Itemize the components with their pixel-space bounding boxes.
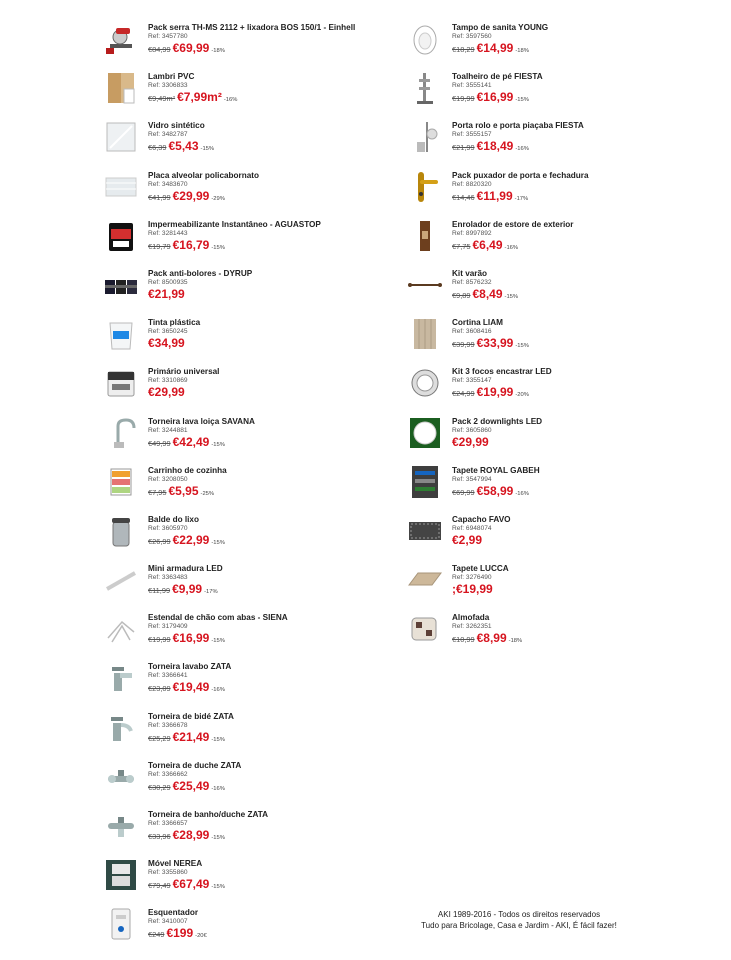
old-price: €19,79: [148, 241, 171, 251]
price-line: [452, 631, 522, 648]
sale-price: €19,49: [172, 680, 210, 695]
footer-tagline: Tudo para Bricolage, Casa e Jardim - AKI, É fácil fazer!: [421, 921, 617, 930]
discount-label: -16%: [504, 244, 519, 251]
product-item[interactable]: [104, 854, 404, 903]
product-info: [148, 859, 225, 894]
product-info: [452, 367, 552, 402]
product-name: Esquentador: [148, 908, 199, 918]
sale-price: €28,99: [172, 828, 210, 842]
old-price: €39,99: [452, 340, 475, 350]
discount-label: -15%: [211, 539, 225, 546]
product-item[interactable]: [408, 215, 708, 264]
product-info: [452, 121, 584, 156]
price-line: [452, 385, 552, 402]
product-name: Torneira de banho/duche ZATA: [148, 810, 269, 819]
old-price: €9,49m²: [148, 94, 176, 104]
product-info: [452, 171, 589, 206]
old-price: €24,99: [452, 389, 475, 399]
product-name: Torneira lavabo ZATA: [148, 662, 232, 672]
discount-label: -17%: [204, 589, 218, 596]
product-item[interactable]: [104, 313, 404, 362]
price-line: [148, 435, 255, 452]
discount-label: -17%: [514, 195, 529, 202]
product-ref: Ref: 3281443: [148, 229, 188, 237]
product-item[interactable]: [408, 116, 708, 165]
old-price: €69,99: [452, 487, 475, 497]
sale-price: €21,99: [148, 286, 185, 301]
product-info: [452, 23, 548, 58]
product-name: Torneira de duche ZATA: [148, 760, 242, 770]
price-line: [148, 730, 234, 747]
old-price: €19,99: [452, 94, 475, 104]
product-info: [148, 417, 255, 452]
spotlight-icon: [408, 366, 442, 400]
curtain-rod-icon: [408, 268, 442, 302]
product-name: Pack serra TH-MS 2112 + lixadora BOS 150/1 - Einhell: [148, 23, 356, 32]
old-price: €41,99: [148, 192, 171, 202]
price-line: [148, 336, 200, 350]
product-info: [452, 269, 518, 304]
old-price: €23,09: [148, 684, 171, 694]
discount-label: -15%: [504, 293, 519, 300]
product-ref: Ref: 3608416: [452, 328, 492, 336]
blind-winder-icon: [408, 219, 442, 253]
product-ref: Ref: 3597560: [452, 33, 492, 40]
product-ref: Ref: 3650245: [148, 328, 188, 336]
sale-price: €8,49: [472, 286, 503, 301]
price-line: [148, 139, 214, 156]
product-ref: Ref: 3355147: [452, 377, 492, 385]
product-info: [148, 367, 219, 399]
product-ref: Ref: 3366678: [148, 721, 188, 729]
product-ref: Ref: 3363483: [148, 574, 188, 582]
price-line: [452, 238, 574, 255]
product-ref: Ref: 3366641: [148, 672, 188, 680]
panel-icon: [104, 71, 138, 105]
price-line: [452, 189, 589, 206]
sale-price: €18,49: [476, 139, 514, 154]
product-ref: Ref: 3555141: [452, 82, 492, 90]
product-item[interactable]: [104, 657, 404, 706]
price-line: [148, 385, 219, 399]
product-item[interactable]: [104, 166, 404, 215]
old-price: €11,99: [148, 586, 171, 596]
price-line: [148, 828, 268, 845]
product-item[interactable]: [104, 412, 404, 461]
product-item[interactable]: [104, 707, 404, 756]
old-price: €49,99: [148, 438, 171, 448]
door-handle-icon: [408, 170, 442, 204]
discount-label: -16%: [223, 97, 238, 104]
product-item[interactable]: [408, 166, 708, 215]
product-ref: Ref: 3366657: [148, 820, 188, 827]
old-price: €25,29: [148, 733, 171, 743]
footer: [404, 909, 634, 931]
product-info: [148, 121, 214, 156]
product-info: [148, 908, 207, 943]
paint-can-icon: [104, 219, 138, 253]
product-ref: Ref: 3262351: [452, 623, 492, 631]
product-info: [452, 466, 540, 501]
product-name: Placa alveolar policabornato: [148, 170, 260, 180]
product-ref: Ref: 3555157: [452, 131, 492, 139]
kitchen-tap-icon: [104, 416, 138, 450]
rug-icon: [408, 465, 442, 499]
product-ref: Ref: 3410007: [148, 918, 188, 926]
product-item[interactable]: [408, 461, 708, 510]
product-ref: Ref: 3306833: [148, 82, 188, 90]
old-price: €10,99: [452, 635, 475, 645]
price-line: [148, 90, 237, 107]
product-ref: Ref: 6948074: [452, 524, 492, 532]
product-name: Tapete LUCCA: [452, 564, 509, 574]
curtain-icon: [408, 317, 442, 351]
product-name: Balde do lixo: [148, 514, 199, 524]
old-price: €6,39: [148, 143, 167, 153]
sale-price: €9,99: [172, 582, 203, 597]
product-info: [452, 613, 522, 648]
old-price: €7,95: [148, 487, 167, 497]
product-name: Mini armadura LED: [148, 564, 223, 574]
product-item[interactable]: [104, 215, 404, 264]
product-item[interactable]: [104, 805, 404, 854]
discount-label: -18%: [508, 638, 523, 645]
product-item[interactable]: [408, 67, 708, 116]
discount-label: -15%: [211, 638, 225, 645]
product-name: Impermeabilizante Instantâneo - AGUASTOP: [148, 219, 321, 229]
product-name: Tapete ROYAL GABEH: [452, 465, 540, 475]
product-ref: Ref: 3547994: [452, 475, 492, 483]
price-line: [148, 287, 252, 301]
product-item[interactable]: [408, 18, 708, 67]
price-line: [148, 680, 231, 697]
cushion-icon: [408, 612, 442, 646]
discount-label: -16%: [515, 146, 529, 153]
led-bar-icon: [104, 563, 138, 597]
product-info: [148, 269, 252, 301]
product-item[interactable]: [104, 756, 404, 805]
sale-price: €69,99: [172, 41, 210, 55]
product-ref: Ref: 3179409: [148, 623, 188, 631]
product-info: [148, 220, 321, 255]
sale-price: €21,49: [172, 729, 210, 744]
product-name: Estendal de chão com abas - SIENA: [148, 613, 288, 623]
sale-price: €34,99: [148, 336, 185, 351]
discount-label: -18%: [515, 48, 529, 54]
product-ref: Ref: 8997892: [452, 229, 492, 237]
product-item[interactable]: [104, 510, 404, 559]
sale-price: €16,79: [172, 237, 210, 252]
sale-price: €5,43: [168, 139, 199, 154]
product-name: Tinta plástica: [148, 318, 201, 328]
price-line: [452, 582, 509, 596]
product-name: Porta rolo e porta piaçaba FIESTA: [452, 121, 584, 131]
sale-price: €16,99: [172, 631, 210, 646]
product-name: Kit varão: [452, 268, 488, 278]
product-info: [452, 417, 542, 449]
product-item[interactable]: [104, 903, 404, 952]
discount-label: -15%: [515, 97, 529, 104]
discount-label: -16%: [515, 490, 529, 497]
price-line: [452, 139, 584, 156]
sale-price: €2,99: [452, 532, 483, 547]
old-price: €84,99: [148, 45, 171, 54]
discount-label: -15%: [211, 736, 225, 743]
product-info: [452, 564, 509, 596]
price-line: [148, 877, 225, 894]
price-line: [452, 336, 529, 353]
product-name: Torneira lava loiça SAVANA: [148, 416, 255, 426]
price-line: [148, 926, 207, 943]
towel-stand-icon: [408, 71, 442, 105]
discount-label: -25%: [200, 490, 215, 497]
sale-price: €58,99: [476, 483, 514, 498]
product-item[interactable]: [408, 559, 708, 608]
price-line: [452, 41, 548, 58]
product-item[interactable]: [104, 18, 404, 67]
price-line: [452, 484, 540, 501]
product-info: [148, 761, 241, 796]
product-item[interactable]: [408, 264, 708, 313]
product-item[interactable]: [104, 608, 404, 657]
product-info: [452, 72, 543, 107]
product-info: [148, 171, 259, 206]
paint-bucket-icon: [104, 317, 138, 351]
old-price: €79,49: [148, 881, 171, 891]
toilet-seat-icon: [408, 22, 442, 56]
bath-tap-icon: [104, 809, 138, 843]
discount-label: -29%: [211, 195, 225, 202]
product-ref: Ref: 3457780: [148, 33, 188, 40]
price-line: [148, 779, 241, 796]
product-name: Pack 2 downlights LED: [452, 416, 543, 426]
price-line: [452, 90, 543, 107]
trolley-icon: [104, 465, 138, 499]
cans-icon: [104, 268, 138, 302]
old-price: €18,29: [452, 45, 475, 54]
sale-price: €22,99: [172, 532, 210, 547]
product-info: [148, 515, 225, 550]
price-line: [148, 484, 227, 501]
bidet-tap-icon: [104, 711, 138, 745]
product-name: Torneira de bidé ZATA: [148, 711, 234, 721]
sale-price: €5,95: [168, 483, 199, 498]
discount-label: -15%: [211, 441, 225, 448]
product-info: [148, 564, 223, 599]
product-name: Kit 3 focos encastrar LED: [452, 367, 552, 377]
price-line: [148, 533, 225, 550]
sale-price: €29,99: [172, 188, 210, 203]
product-ref: Ref: 8820320: [452, 180, 492, 188]
price-line: [148, 582, 223, 599]
product-column-left: [104, 18, 404, 953]
product-ref: Ref: 3276490: [452, 574, 492, 582]
old-price: €33,96: [148, 832, 171, 841]
old-price: €249: [148, 930, 165, 940]
brush-holder-icon: [408, 120, 442, 154]
product-name: Móvel NEREA: [148, 859, 203, 869]
sale-price: €67,49: [172, 877, 210, 892]
product-ref: Ref: 3605970: [148, 524, 188, 532]
product-name: Pack puxador de porta e fechadura: [452, 170, 589, 180]
old-price: €14,46: [452, 192, 475, 202]
product-name: Toalheiro de pé FIESTA: [452, 72, 543, 82]
sale-price: €11,99: [476, 188, 513, 203]
product-name: Lambri PVC: [148, 72, 195, 82]
drying-rack-icon: [104, 612, 138, 646]
product-name: Tampo de sanita YOUNG: [452, 23, 549, 32]
sale-price: €8,99: [476, 631, 507, 646]
sale-price: €6,49: [472, 237, 503, 252]
product-name: Carrinho de cozinha: [148, 465, 227, 475]
price-line: [148, 41, 355, 58]
product-ref: Ref: 3208050: [148, 475, 188, 483]
sale-price: €14,99: [476, 41, 514, 55]
old-price: €7,75: [452, 241, 471, 251]
product-info: [452, 515, 511, 547]
product-item[interactable]: [104, 461, 404, 510]
product-name: Cortina LIAM: [452, 318, 503, 328]
product-ref: Ref: 8500935: [148, 278, 188, 286]
shower-tap-icon: [104, 760, 138, 794]
price-line: [148, 631, 288, 648]
product-info: [452, 318, 529, 353]
product-name: Vidro sintético: [148, 121, 205, 131]
cabinet-icon: [104, 858, 138, 892]
product-info: [148, 23, 355, 58]
old-price: €30,29: [148, 782, 171, 792]
product-item[interactable]: [104, 264, 404, 313]
sale-price: €16,99: [476, 90, 514, 105]
product-ref: Ref: 3244881: [148, 426, 188, 434]
basin-tap-icon: [104, 661, 138, 695]
water-heater-icon: [104, 907, 138, 941]
product-ref: Ref: 3355860: [148, 869, 188, 877]
product-ref: Ref: 3482787: [148, 131, 188, 139]
old-price: €21,99: [452, 143, 475, 153]
sale-price: €19,99: [476, 385, 514, 400]
price-line: [148, 189, 259, 206]
product-name: Capacho FAVO: [452, 514, 511, 524]
price-line: [452, 287, 518, 304]
product-name: Enrolador de estore de exterior: [452, 219, 574, 229]
old-price: €9,89: [452, 290, 471, 300]
downlight-icon: [408, 416, 442, 450]
primer-icon: [104, 366, 138, 400]
sale-price: ;€19,99: [452, 582, 493, 597]
product-name: Primário universal: [148, 367, 220, 377]
sheet-icon: [104, 170, 138, 204]
product-item[interactable]: [104, 559, 404, 608]
price-line: [148, 238, 321, 255]
discount-label: -15%: [211, 884, 225, 891]
sale-price: €25,49: [172, 778, 210, 793]
product-item[interactable]: [104, 116, 404, 165]
product-info: [148, 810, 268, 845]
discount-label: -18%: [211, 48, 225, 54]
beige-rug-icon: [408, 563, 442, 597]
old-price: €19,99: [148, 635, 171, 645]
product-ref: Ref: 3310869: [148, 377, 188, 385]
price-line: [452, 435, 542, 449]
footer-copyright: AKI 1989-2016 - Todos os direitos reservados: [437, 910, 601, 919]
product-info: [148, 72, 237, 107]
product-info: [148, 466, 227, 501]
product-info: [148, 613, 288, 648]
sale-price: €29,99: [148, 385, 185, 400]
product-item[interactable]: [408, 362, 708, 411]
sale-price: €199: [166, 926, 194, 941]
product-ref: Ref: 3483670: [148, 180, 188, 188]
glass-icon: [104, 120, 138, 154]
product-ref: Ref: 3605860: [452, 426, 492, 434]
product-item[interactable]: [408, 510, 708, 559]
discount-label: -16%: [211, 785, 225, 792]
discount-label: -20€: [195, 933, 207, 940]
discount-label: -15%: [515, 343, 529, 350]
discount-label: -15%: [200, 146, 215, 153]
product-info: [452, 220, 574, 255]
bin-icon: [104, 514, 138, 548]
price-line: [452, 533, 511, 547]
sale-price: €42,49: [172, 434, 210, 449]
product-name: Pack anti-bolores - DYRUP: [148, 268, 253, 278]
product-item[interactable]: [408, 313, 708, 362]
product-info: [148, 712, 234, 747]
doormat-icon: [408, 514, 442, 548]
saw-icon: [104, 22, 138, 56]
discount-label: -15%: [211, 835, 225, 841]
sale-price: €33,99: [476, 336, 514, 351]
product-info: [148, 318, 200, 350]
discount-label: -20%: [515, 392, 529, 399]
sale-price: €29,99: [452, 434, 489, 449]
discount-label: -15%: [211, 244, 225, 251]
old-price: €26,99: [148, 536, 171, 546]
product-item[interactable]: [104, 67, 404, 116]
product-item[interactable]: [408, 412, 708, 461]
discount-label: -16%: [211, 687, 225, 694]
product-name: Almofada: [452, 613, 490, 623]
sale-price: €7,99m²: [177, 90, 222, 105]
product-item[interactable]: [408, 608, 708, 657]
product-item[interactable]: [104, 362, 404, 411]
product-column-right: [408, 18, 708, 657]
product-ref: Ref: 3366662: [148, 770, 188, 778]
product-ref: Ref: 8576232: [452, 278, 492, 286]
product-info: [148, 662, 231, 697]
